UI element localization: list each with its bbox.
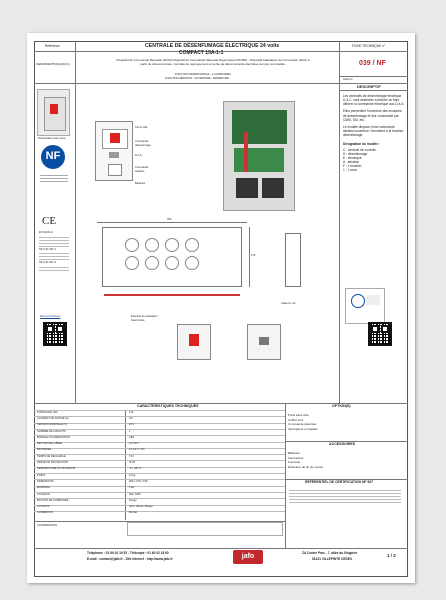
header-bottom-line — [34, 83, 408, 84]
header-divider-left — [75, 41, 76, 83]
table-row-value: 300 x 276 x 150 — [129, 479, 148, 483]
dim-base-red — [104, 294, 240, 296]
table-row-key: MODÈLE D'ALIMENTATION — [37, 435, 70, 439]
table-row-value: -5 / +40 °C — [129, 467, 142, 471]
table-row-value: 3.5 — [129, 416, 133, 420]
label-raz: R.A.Z. — [135, 154, 143, 157]
reference-value: CEDD369AT5(F)A(1)F(1) — [36, 62, 70, 66]
descriptif-body: Les centrales de désenfumage électrique D.A.C. sont destinées à délivrer ou faire délivrer la commande électrique aux D.A.S. Elles permettent l'ouverture des exutoires de désenfumage et leur commande par CMSI, SSI, etc. Le modèle dispose d'une commande aération ouverture / fermeture à la fonction désenfumage. Désignation du modèle : C : centrale de contrôle D : désenfumage E : électrique A : aération F : 1 fonction 1 : 1 zone — [343, 94, 405, 173]
accessoires-title: ACCESSOIRES — [329, 442, 356, 446]
table-row-key: DIMENSIONS — [37, 479, 54, 483]
table-row — [34, 473, 285, 474]
table-row-key: TENSION NOMINALE (V) — [37, 423, 67, 427]
footer-email: E-mail : contact@jafo.fr - Site internet : http://www.jafo.fr — [87, 557, 173, 561]
descriptif-line — [339, 90, 408, 91]
table-row — [34, 454, 285, 455]
exemple-cabinet-1 — [177, 324, 211, 360]
nf-certif-text — [40, 173, 68, 184]
table-row-value: 133 — [129, 410, 134, 414]
table-row-key: BOUTON DE COMMANDE — [37, 498, 69, 502]
cabinet-side-drawing — [285, 233, 301, 287]
cabinet-photo — [37, 89, 70, 136]
table-row — [34, 410, 285, 411]
dim-width: 300 — [167, 218, 172, 221]
table-row-key: MATÉRIAU — [37, 486, 51, 490]
table-row-key: BATTERIES — [37, 448, 52, 452]
table-row-key: PUISSANCE (VA) — [37, 410, 58, 414]
accessoires-list: Batteries Interrupteur Fourreau Détecteur de fin de course — [288, 451, 324, 469]
table-row-value: RAL 7035 — [129, 492, 141, 496]
label-commande-desenfumage: Commande — [135, 140, 149, 143]
table-row-key: TEMPÉRATURE D'UTILISATION — [37, 467, 76, 471]
fiche-number: 039 / NF — [359, 60, 386, 67]
datasheet-qr-code[interactable] — [368, 322, 392, 346]
dim-height: 276 — [251, 254, 256, 257]
table-row-value: 72 h — [129, 454, 135, 458]
table-row-value: 1,5 mm² — [129, 442, 139, 446]
table-row-value: 2 x 12 V 7 Ah — [129, 448, 145, 452]
table-top-line — [34, 403, 408, 404]
table-row — [34, 492, 285, 493]
table-row-key: CONNEXION — [37, 511, 53, 515]
table-key-divider — [125, 410, 126, 520]
table-row-value: Vert / Jaune / Rouge — [129, 505, 153, 509]
options-list: Porte sans vitre Coffret inox Commande déportée Interrupteur en façade — [288, 413, 318, 431]
label-batteries: Batteries — [135, 182, 146, 185]
manual-link[interactable]: Manuel technique — [40, 315, 61, 318]
right-column-divider — [339, 83, 340, 403]
table-row — [34, 448, 285, 449]
cert-title: RÉFÉRENTIEL DE CERTIFICATION NF 537 — [305, 480, 374, 484]
ce-declaration-text: EN 12101-9 NF S 61-937-1 NF S 61-937-2 — [39, 232, 69, 273]
table-row — [34, 435, 285, 436]
indice-label: Indice D — [343, 78, 353, 81]
certification-badge — [345, 288, 385, 324]
table-row-value: Bornier — [129, 511, 138, 515]
table-row — [34, 442, 285, 443]
table-row-key: POIDS — [37, 473, 46, 477]
exemple-sub: Seuil relevé — [131, 319, 145, 322]
fonction-aeration: FONCTION AÉRATION : OUVERTURE - FERMETURE — [165, 77, 230, 80]
table-row-key: VOYANTS — [37, 505, 50, 509]
nf-logo-text: NF — [45, 150, 61, 162]
coord-label: COORDINATION — [37, 524, 57, 527]
datasheet-page — [27, 33, 415, 583]
table-row-key: COULEUR — [37, 492, 50, 496]
table-title: CARACTÉRISTIQUES TECHNIQUES — [137, 404, 199, 408]
table-row-key: INDICE DE PROTECTION — [37, 461, 68, 464]
footer-line — [34, 548, 408, 549]
table-row-value: IP 30 — [129, 461, 136, 464]
table-row — [34, 511, 285, 512]
nf-logo — [41, 145, 65, 169]
options-title: OPTION(S) — [332, 404, 351, 408]
table-row-value: 1 — [129, 429, 131, 433]
table-row — [34, 486, 285, 487]
fiche-label: FICHE TECHNIQUE n° — [352, 44, 386, 48]
page-number: 1 / 2 — [387, 553, 396, 558]
fonction-desenfumage: FONCTION DÉSENFUMAGE - 2 COMMANDES — [175, 73, 231, 76]
label-commande-aeration: Commande — [135, 166, 149, 169]
footer-address2: 51421 VILLEPINTE CEDEX — [312, 557, 353, 561]
page-subtitle: COMPACT 15A-1-1 — [179, 50, 224, 56]
product-description: Dispositif de Commande Manuelle (DCM) Dispositif de Commande Manuelle Regroupées (DCMR) - Dispositif Adaptateur de Commande (DAC) à partir de télécommande. Centrale de regroupement et sortie de télécommande électrique de type commande. — [116, 58, 310, 66]
footer-phone: Téléphone : 01 60 02 19 53 - Télécopie : 01 60 02 19 60 — [87, 551, 169, 555]
exemple-cabinet-2 — [247, 324, 281, 360]
table-row — [34, 479, 285, 480]
photo-caption: Présentation avec porte — [38, 137, 66, 140]
table-row — [34, 460, 285, 461]
table-row-key: TEMPS DE RECHARGE — [37, 454, 66, 458]
coord-grid — [127, 522, 283, 536]
fiche-divider — [339, 76, 408, 77]
dim-width-line — [97, 222, 247, 223]
cabinet-front-drawing — [95, 121, 133, 181]
label-commande-aeration-2: aération — [135, 170, 145, 173]
table-row-value: 12 kg — [129, 473, 136, 477]
table-row — [34, 423, 285, 424]
trous-label: Cales en nm — [281, 302, 296, 305]
jafo-logo: jafo — [233, 550, 263, 564]
table-row-key: SECTION DE CÂBLE — [37, 442, 63, 446]
dim-height-line — [249, 227, 250, 287]
label-cle: Clé en tôle — [135, 126, 148, 129]
table-row-value: Rouge — [129, 498, 137, 502]
table-divider — [285, 403, 286, 548]
cabinet-dimension-drawing — [102, 227, 242, 287]
cert-text — [289, 488, 401, 505]
manual-qr-code[interactable] — [43, 322, 67, 346]
table-row-value: 24 V — [129, 423, 135, 427]
table-row-value: Tôle — [129, 486, 135, 490]
table-row — [34, 505, 285, 506]
left-column-divider — [75, 83, 76, 403]
reference-label: Référence — [45, 44, 60, 48]
footer-address1: ZA Centre Parc - 7, allée du Guignier — [302, 551, 358, 555]
label-commande-desenfumage-2: désenfumage — [135, 144, 151, 147]
ce-mark: CE — [42, 215, 57, 227]
table-row-key: NOMBRE DE CIRCUITS — [37, 429, 66, 433]
table-row-value: AES — [129, 435, 135, 439]
descriptif-title: DESCRIPTIF — [357, 84, 381, 89]
table-row — [34, 429, 285, 430]
table-row — [34, 416, 285, 417]
cabinet-interior-photo — [223, 101, 295, 211]
page-title: CENTRALE DE DÉSENFUMAGE ÉLECTRIQUE 24 volts — [145, 43, 280, 49]
table-row-key: COURANT DE SORTIE (A) — [37, 416, 69, 420]
table-row — [34, 498, 285, 499]
exemple-title: Exemple de réalisation : — [131, 315, 159, 318]
